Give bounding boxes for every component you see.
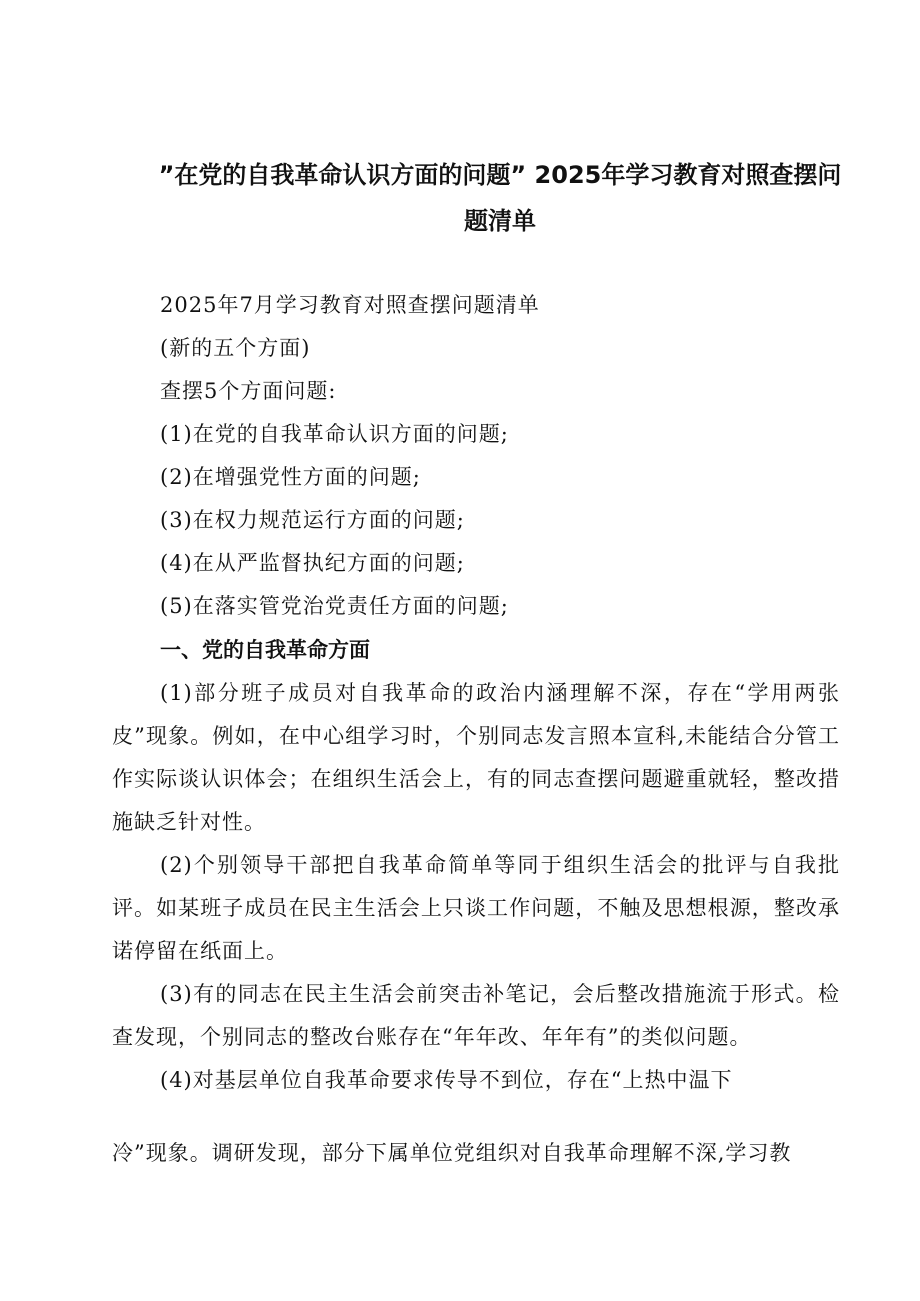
paragraph-3: (3)有的同志在民主生活会前突击补笔记，会后整改措施流于形式。检查发现，个别同志的整改台账存在“年年改、年年有”的类似问题。 bbox=[112, 982, 840, 1049]
paragraph-4: (4)对基层单位自我革命要求传导不到位，存在“上热中温下 bbox=[160, 1068, 733, 1092]
aspect-item: (3)在权力规范运行方面的问题; bbox=[160, 508, 465, 532]
title-line-2: 题清单 bbox=[464, 207, 536, 235]
aspect-item: (5)在落实管党治党责任方面的问题; bbox=[160, 594, 509, 618]
aspect-item: (1)在党的自我革命认识方面的问题; bbox=[160, 422, 509, 446]
intro-line: 查摆5个方面问题: bbox=[160, 379, 337, 403]
section-heading: 一、党的自我革命方面 bbox=[160, 638, 370, 662]
paragraph-1: (1)部分班子成员对自我革命的政治内涵理解不深，存在“学用两张皮”现象。例如，在中心组学习时，个别同志发言照本宣科,未能结合分管工作实际谈认识体会；在组织生活会上，有的同志查摆问题避重就轻，整改措施缺乏针对性。 bbox=[112, 681, 840, 834]
intro-line: 2025年7月学习教育对照查摆问题清单 bbox=[160, 293, 540, 317]
document-body bbox=[112, 284, 840, 1175]
aspect-item: (2)在增强党性方面的问题; bbox=[160, 465, 421, 489]
aspect-item: (4)在从严监督执纪方面的问题; bbox=[160, 551, 465, 575]
paragraph-2: (2)个别领导干部把自我革命简单等同于组织生活会的批评与自我批评。如某班子成员在民主生活会上只谈工作问题，不触及思想根源，整改承诺停留在纸面上。 bbox=[112, 853, 840, 963]
paragraph-continuation: 冷”现象。调研发现，部分下属单位党组织对自我革命理解不深,学习教 bbox=[112, 1141, 792, 1165]
document-title bbox=[150, 152, 850, 244]
title-line-1: ”在党的自我革命认识方面的问题” 2025年学习教育对照查摆问 bbox=[158, 161, 842, 189]
intro-line: (新的五个方面) bbox=[160, 336, 311, 360]
